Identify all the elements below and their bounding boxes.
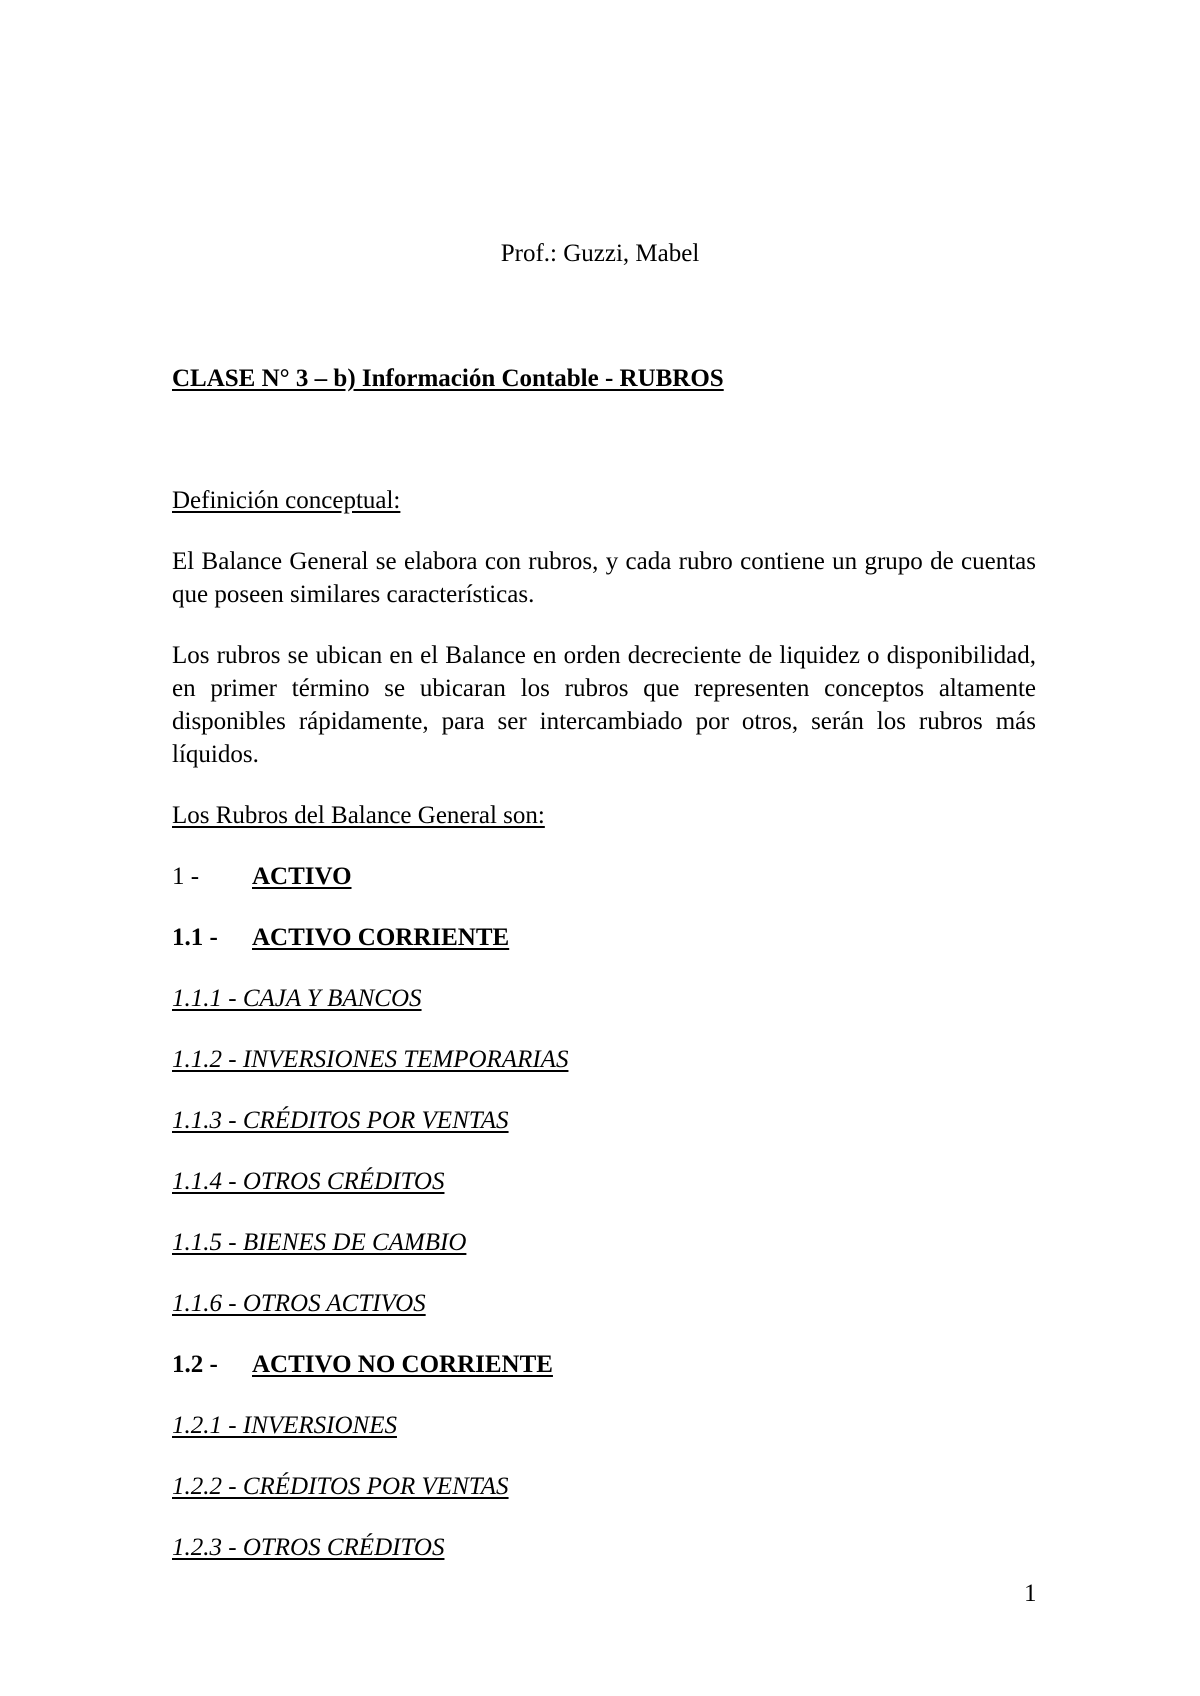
heading-activo [172,860,1036,893]
list-item-inversiones-temporarias: 1.1.2 - INVERSIONES TEMPORARIAS [172,1046,569,1073]
heading-activo-corriente-number: 1.1 - [172,924,218,951]
heading-activo-corriente-label: ACTIVO CORRIENTE [252,924,510,951]
heading-activo-corriente [172,921,1036,954]
heading-activo-label: ACTIVO [252,863,352,890]
list-item-creditos-por-ventas-nc: 1.2.2 - CRÉDITOS POR VENTAS [172,1473,509,1500]
list-item-creditos-por-ventas: 1.1.3 - CRÉDITOS POR VENTAS [172,1107,509,1134]
heading-activo-no-corriente [172,1348,1036,1381]
list-item-otros-creditos-nc: 1.2.3 - OTROS CRÉDITOS [172,1534,445,1561]
list-item-otros-activos: 1.1.6 - OTROS ACTIVOS [172,1290,426,1317]
paragraph-liquidity: Los rubros se ubican en el Balance en orden decreciente de liquidez o disponibilidad, en primer término se ubicaran los rubros que representen conceptos altamente disponibles rápidamente, para ser intercambiado por otros, serán los rubros más líquidos. [172,642,1036,768]
list-item-caja-bancos: 1.1.1 - CAJA Y BANCOS [172,985,422,1012]
list-item-inversiones: 1.2.1 - INVERSIONES [172,1412,397,1439]
heading-activo-no-corriente-label: ACTIVO NO CORRIENTE [252,1351,553,1378]
page-number: 1 [1024,1580,1037,1607]
list-item-bienes-de-cambio: 1.1.5 - BIENES DE CAMBIO [172,1229,467,1256]
author-line: Prof.: Guzzi, Mabel [500,240,700,267]
list-heading: Los Rubros del Balance General son: [172,802,545,829]
section-heading: Definición conceptual: [172,487,401,514]
heading-activo-no-corriente-number: 1.2 - [172,1351,218,1378]
list-item-otros-creditos: 1.1.4 - OTROS CRÉDITOS [172,1168,445,1195]
heading-activo-number: 1 - [172,863,200,890]
document-title: CLASE N° 3 – b) Información Contable - RUBROS [172,365,724,392]
paragraph-definition: El Balance General se elabora con rubros, y cada rubro contiene un grupo de cuentas que poseen similares características. [172,548,1036,608]
